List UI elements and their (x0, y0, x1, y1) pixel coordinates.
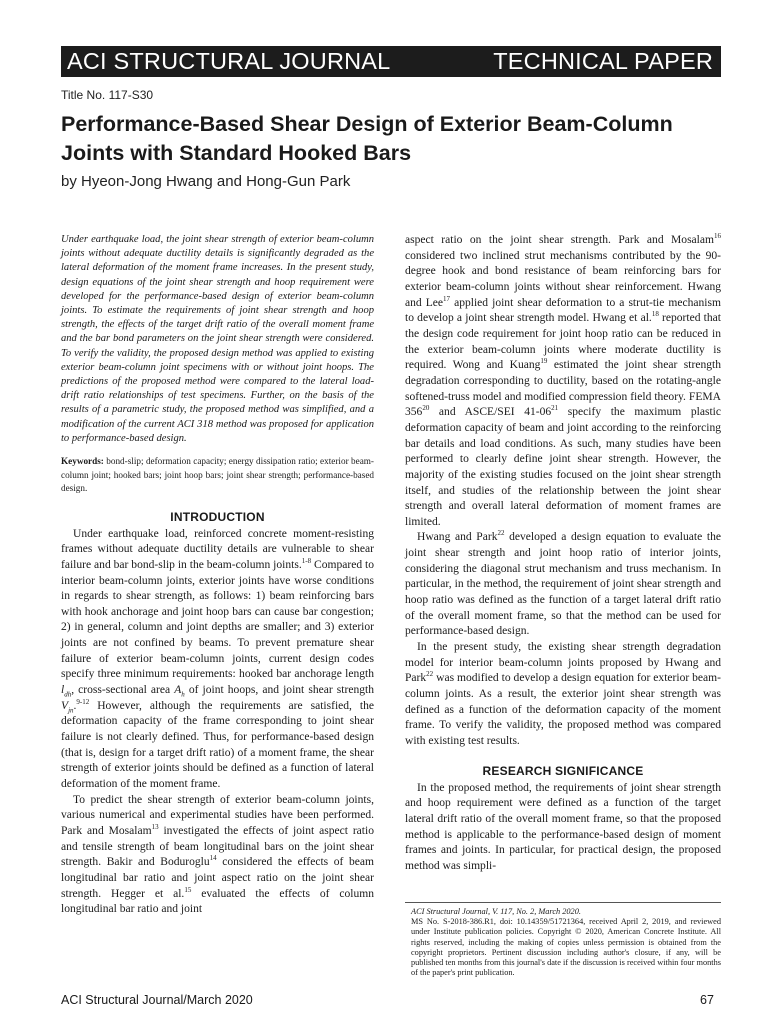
research-significance-heading: RESEARCH SIGNIFICANCE (482, 763, 644, 778)
footnote-details: MS No. S-2018-386.R1, doi: 10.14359/51721364, received April 2, 2019, and reviewed under Institute publication policies. Copyright © 2020, American Concrete Institute. All rights reserved, including the making of copies unless permission is obtained from the copyright proprietors. Pertinent discussion including author's closure, if any, will be published ten months from this journal's date if the discussion is received within four months of the paper's print publication. (411, 917, 721, 978)
intro-paragraph-3: Hwang and Park$^{22}$ developed a design equation to evaluate the joint shear strength and joint hoop ratio of interior joints, considering the diagonal strut mechanism and truss mechanism. In particular, in the method, the requirement of joint shear strength and hoop ratio was defined as the function of a target lateral drift ratio of the overall moment frame, so that the method can be used for performance-based design. (405, 529, 721, 638)
page-number: 67 (700, 993, 714, 1007)
keywords (61, 455, 374, 496)
footer-journal: ACI Structural Journal/March 2020 (61, 993, 253, 1007)
journal-name: ACI STRUCTURAL JOURNAL (67, 48, 391, 74)
intro-paragraph-4: In the present study, the existing shear strength degradation model for interior beam-column joints proposed by Hwang and Park$^{22}$ was modified to develop a design equation for exterior beam-column joints. As a result, the exterior joint shear strength was defined as a function of the deformation capacity of the moment frame. To verify the validity, the proposed method was compared with existing test results. (405, 641, 721, 747)
paper-type: TECHNICAL PAPER (493, 48, 713, 74)
abstract: Under earthquake load, the joint shear strength of exterior beam-column joints without adequate ductility details is significantly degraded as the lateral deformation of the moment frame increases. In the present study, design equations of the joint shear strength and hoop requirement were developed for the performance-based design of exterior beam-column joints. To estimate the requirements of joint shear strength and hoop strength, the effects of the target drift ratio of the overall moment frame and the bar bond parameters on the joint shear strength were considered. To verify the validity, the proposed design method was applied to existing exterior beam-column joint specimens with or without joint hoops. The predictions of the proposed method were compared to the lateral load-drift ratio relationships of test specimens. Further, on the basis of the results of a parametric study, the proposed method was simplified, and a modification of the current ACI 318 method was proposed for application to performance-based design. (61, 234, 374, 444)
keywords-text: bond-slip; deformation capacity; energy dissipation ratio; exterior beam-column joint; hooked bars; joint hoop bars; joint shear strength; performance-based design. (61, 456, 374, 494)
intro-paragraph-1: Under earthquake load, reinforced concrete moment-resisting frames without adequate ductility details are vulnerable to shear failure and bar bond-slip in the beam-column joints.$^{1-8}$ Compared to interior beam-column joints, exterior joints have worse conditions in regards to shear strength, as follows: 1) beam reinforcing bars with hook anchorage and joint hoop bars can cause bar congestion; 2) in general, column and joint depths are smaller; and 3) exterior joints are not confined by beams. To prevent premature shear failure of exterior beam-column joints, current design codes specify three minimum requirements: hooked bar anchorage length $l_{dh}$, cross-sectional area $A_h$ of joint hoops, and joint shear strength $V_{jn}.^{9-12}$ However, although the requirements are satisfied, the deformation capacity of the frame corresponding to joint shear failure is not clearly defined. Thus, for performance-based design (that is, design for a target drift ratio) of a moment frame, the shear strength of exterior joints should be defined as a function of lateral deformation of the moment frame. (61, 527, 374, 791)
keywords-label: Keywords: (61, 456, 104, 467)
intro-paragraph-2: To predict the shear strength of exterior beam-column joints, various numerical and experimental studies have been performed. Park and Mosalam$^{13}$ investigated the effects of joint aspect ratio and tensile strength of beam longitudinal bars on the joint shear strength. Bakir and Boduroglu$^{14}$ considered the effects of beam longitudinal bar ratio and joint aspect ratio on the joint shear strength. Hegger et al.$^{15}$ evaluated the effects of column longitudinal bar ratio and joint (61, 793, 374, 916)
significance-paragraph-1: In the proposed method, the requirements of joint shear strength and hoop requirement were defined as a function of the target lateral drift ratio of the overall moment frame, so that the proposed method is applicable to the performance-based design of moment frames and joints. In particular, for practical design, the proposed method was simpli- (405, 781, 721, 872)
right-column (405, 233, 721, 875)
paper-title: Performance-Based Shear Design of Exterior Beam-Column Joints with Standard Hooked Bars (61, 112, 673, 165)
left-column (61, 233, 374, 918)
introduction-heading: INTRODUCTION (170, 509, 265, 524)
author-line: by Hyeon-Jong Hwang and Hong-Gun Park (61, 173, 351, 190)
publication-footnote (405, 902, 721, 978)
intro-paragraph-2-continued: aspect ratio on the joint shear strength. Park and Mosalam$^{16}$ considered two inclined strut mechanisms contributed by the 90-degree hook and bond resistance of beam reinforcing bars for exterior beam-column joints without shear reinforcement. Hwang and Lee$^{17}$ applied joint shear deformation to a strut-tie mechanism to develop a joint shear strength model. Hwang et al.$^{18}$ reported that the design code requirement for joint hoop ratio can be reduced in the exterior beam-column joints where moderate ductility is required. Wong and Kuang$^{19}$ estimated the joint shear strength degradation corresponding to ductility, based on the rotating-angle softened-truss model and modified compression field theory. FEMA $356^{20}$ and ASCE/SEI $41-06^{21}$ specify the maximum plastic deformation capacity of beam and joint according to the reinforcing bar details and load conditions. As such, many studies have been performed to clearly define joint shear strength. However, the majority of the existing studies focused on the joint shear strength itself, and studies of the relationship between the joint shear strength and overall lateral deformation of moment frames are limited. (405, 232, 721, 528)
journal-banner (61, 46, 721, 77)
title-number: Title No. 117-S30 (61, 88, 154, 102)
footnote-citation: ACI Structural Journal, V. 117, No. 2, March 2020. (411, 907, 581, 916)
